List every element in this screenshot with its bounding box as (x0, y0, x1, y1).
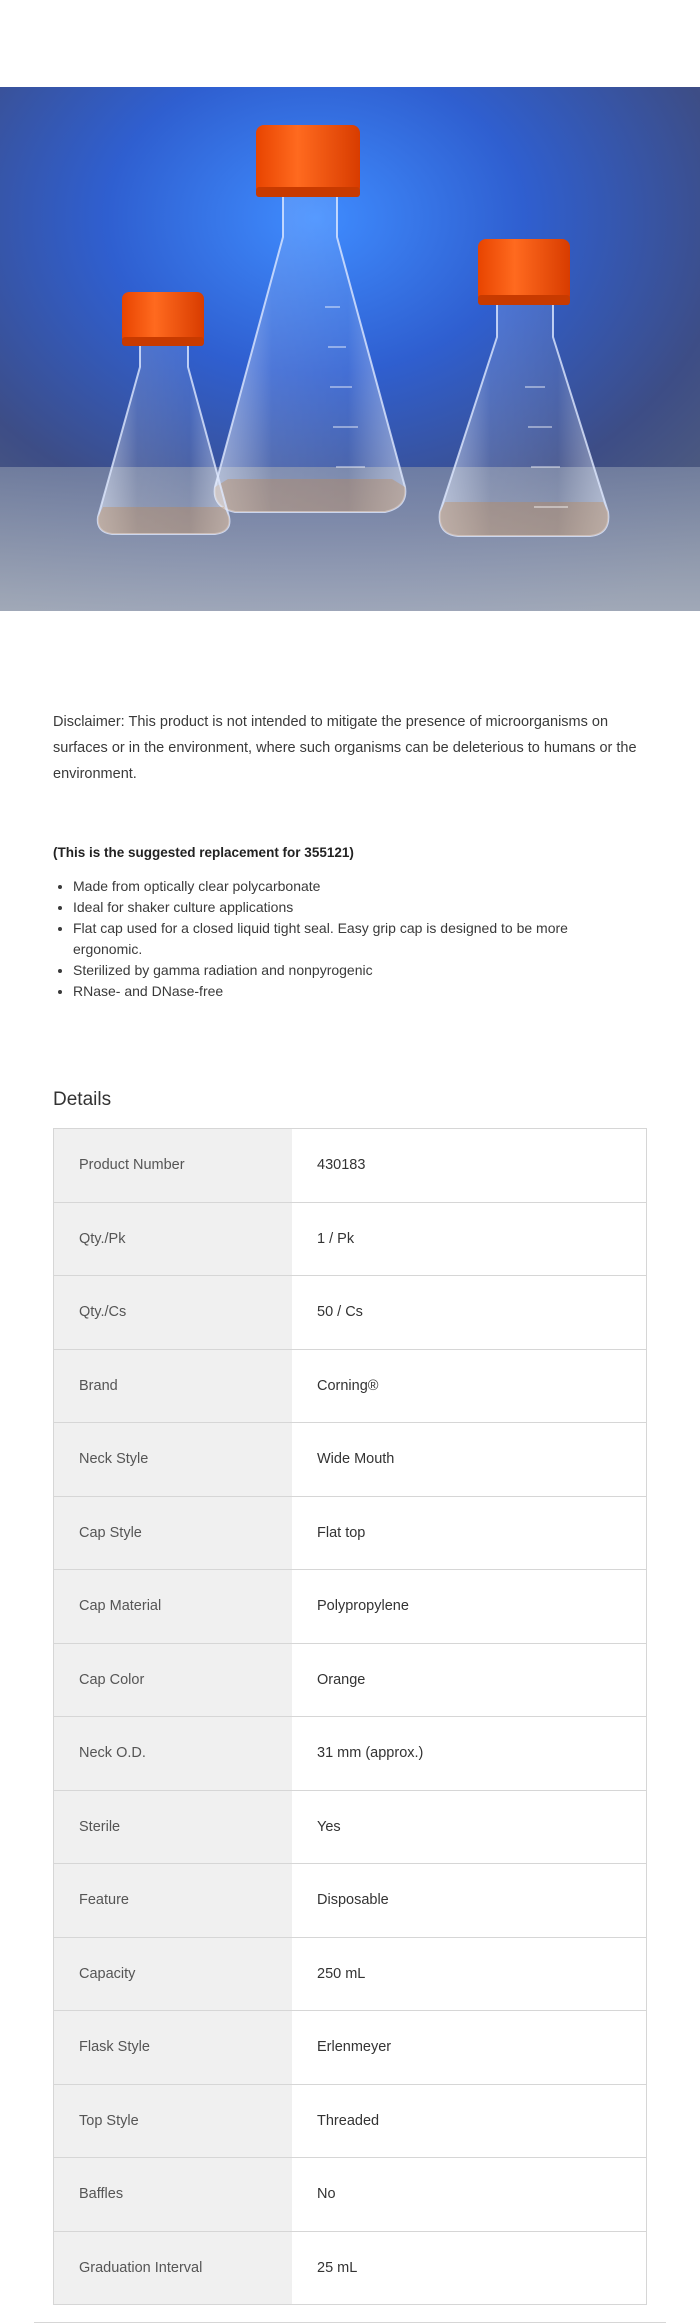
row-value: 50 / Cs (292, 1276, 647, 1350)
table-row (54, 1937, 647, 2011)
table-row (54, 1129, 647, 1203)
row-value: 1 / Pk (292, 1202, 647, 1276)
table-row (54, 1423, 647, 1497)
feature-item: • Sterilized by gamma radiation and nonpyrogenic (73, 960, 633, 981)
row-value: 430183 (292, 1129, 647, 1203)
table-row (54, 1864, 647, 1938)
row-label: Qty./Pk (54, 1202, 293, 1276)
table-row (54, 1349, 647, 1423)
row-value: Threaded (292, 2084, 647, 2158)
row-label: Brand (54, 1349, 293, 1423)
table-row (54, 1570, 647, 1644)
feature-item: • Flat cap used for a closed liquid tight seal. Easy grip cap is designed to be more ergonomic. (73, 918, 633, 960)
table-row (54, 1276, 647, 1350)
row-value: Wide Mouth (292, 1423, 647, 1497)
row-value: Disposable (292, 1864, 647, 1938)
row-value: Yes (292, 1790, 647, 1864)
table-row (54, 1643, 647, 1717)
row-label: Neck Style (54, 1423, 293, 1497)
row-label: Product Number (54, 1129, 293, 1203)
row-label: Cap Style (54, 1496, 293, 1570)
disclaimer-text: Disclaimer: This product is not intended to mitigate the presence of microorganisms on surfaces or in the environment, where such organisms can be deleterious to humans or the environment. (53, 714, 637, 782)
table-row (54, 1202, 647, 1276)
row-value: Orange (292, 1643, 647, 1717)
row-value: Erlenmeyer (292, 2011, 647, 2085)
row-label: Graduation Interval (54, 2231, 293, 2305)
details-heading: Details (53, 1089, 112, 1110)
bottom-divider (34, 2322, 666, 2323)
feature-item: • Ideal for shaker culture applications (73, 897, 633, 918)
replacement-note: (This is the suggested replacement for 355121) (53, 845, 354, 860)
table-row (54, 1790, 647, 1864)
row-value: 250 mL (292, 1937, 647, 2011)
row-value: Polypropylene (292, 1570, 647, 1644)
row-value: Flat top (292, 1496, 647, 1570)
row-label: Sterile (54, 1790, 293, 1864)
row-label: Baffles (54, 2158, 293, 2232)
flasks-photo (0, 87, 700, 611)
feature-list (53, 876, 633, 1002)
row-label: Qty./Cs (54, 1276, 293, 1350)
row-label: Neck O.D. (54, 1717, 293, 1791)
row-label: Capacity (54, 1937, 293, 2011)
table-row (54, 1717, 647, 1791)
row-label: Feature (54, 1864, 293, 1938)
table-row (54, 2231, 647, 2305)
feature-item: • Made from optically clear polycarbonate (73, 876, 633, 897)
table-row (54, 1496, 647, 1570)
row-label: Top Style (54, 2084, 293, 2158)
table-row (54, 2011, 647, 2085)
row-value: No (292, 2158, 647, 2232)
row-label: Cap Material (54, 1570, 293, 1644)
row-label: Flask Style (54, 2011, 293, 2085)
row-value: 31 mm (approx.) (292, 1717, 647, 1791)
row-value: 25 mL (292, 2231, 647, 2305)
feature-item: • RNase- and DNase-free (73, 981, 633, 1002)
table-row (54, 2158, 647, 2232)
row-label: Cap Color (54, 1643, 293, 1717)
table-row (54, 2084, 647, 2158)
details-table (53, 1128, 647, 2305)
row-value: Corning® (292, 1349, 647, 1423)
product-image (0, 87, 700, 611)
